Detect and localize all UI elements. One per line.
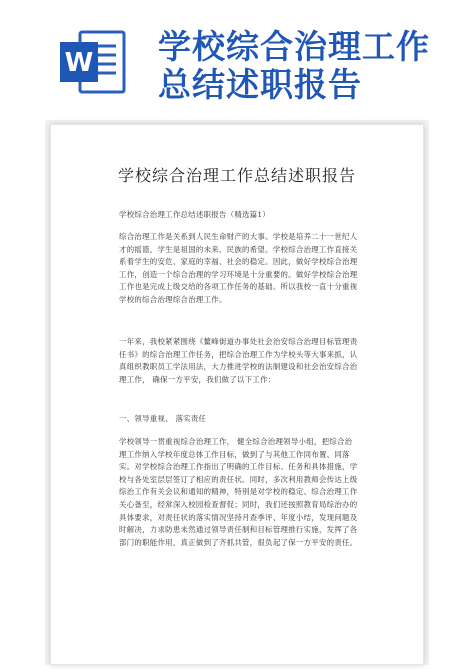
document-page xyxy=(50,124,424,665)
header-banner xyxy=(0,0,474,118)
document-subtitle: 学校综合治理工作总结述职报告（精选篇1） xyxy=(119,210,271,219)
word-document-icon xyxy=(58,28,128,96)
document-title: 学校综合治理工作总结述职报告 xyxy=(117,166,356,185)
document-paragraph: 综合治理工作是关系到人民生命财产的大事。学校是培养二十一世纪人才的摇篮，学生是祖国的未来、民族的希望。学校综合治理工作直接关系着学生的安危、家庭的幸福、社会的稳定。因此，做好学校综合治理工作，创造一个综合治理的学习环境是十分重要的。做好学校综合治理工作也是完成上级交给的各项工作任务的基础。所以我校一直十分重视学校的综合治理综合治理工作。 xyxy=(119,232,358,304)
section-heading: 一、领导重视、 落实责任 xyxy=(119,414,207,423)
banner-title-line1: 学校综合治理工作 xyxy=(158,27,430,66)
word-icon-letter: W xyxy=(64,48,94,78)
banner-title xyxy=(158,28,458,104)
banner-title-line2: 总结述职报告 xyxy=(158,65,362,104)
document-paragraph: 学校领导一贯重视综合治理工作， 健全综合治理领导小组，把综合治理工作纳入学校年度总体工作目标，做到了与其他工作同布置、同落实。对学校综合治理工作指出了明确的工作目标、任务和具体措施，学校与各处室层层签订了相应的责任状。同时，多次利用教师会传达上级综治工作有关会议和通知的精神，特别是对学校的稳定、综合治理工作关心备至，经常深入校园检查督促；同时，我们还按照教育局综治办的具体要求，对责任状的落实情况坚持月查季评、年度小结，发现问题及时解决，力求防患未然通过领导责任制和目标管理推行实施，发挥了各部门的职能作用，真正做到了齐抓共管，很负起了保一方平安的责任。 xyxy=(119,437,358,547)
document-paragraph: 一年来，我校紧紧围绕《鳌峰街道办事处社会治安综合治理目标管理责任书》的综合治理工作任务，把综合治理工作为学校头等大事来抓，认真组织教职员工学法用法，大力推进学校的法制建设和社会治安综合治理工作， 确保一方平安，我们做了以下工作： xyxy=(119,337,358,384)
